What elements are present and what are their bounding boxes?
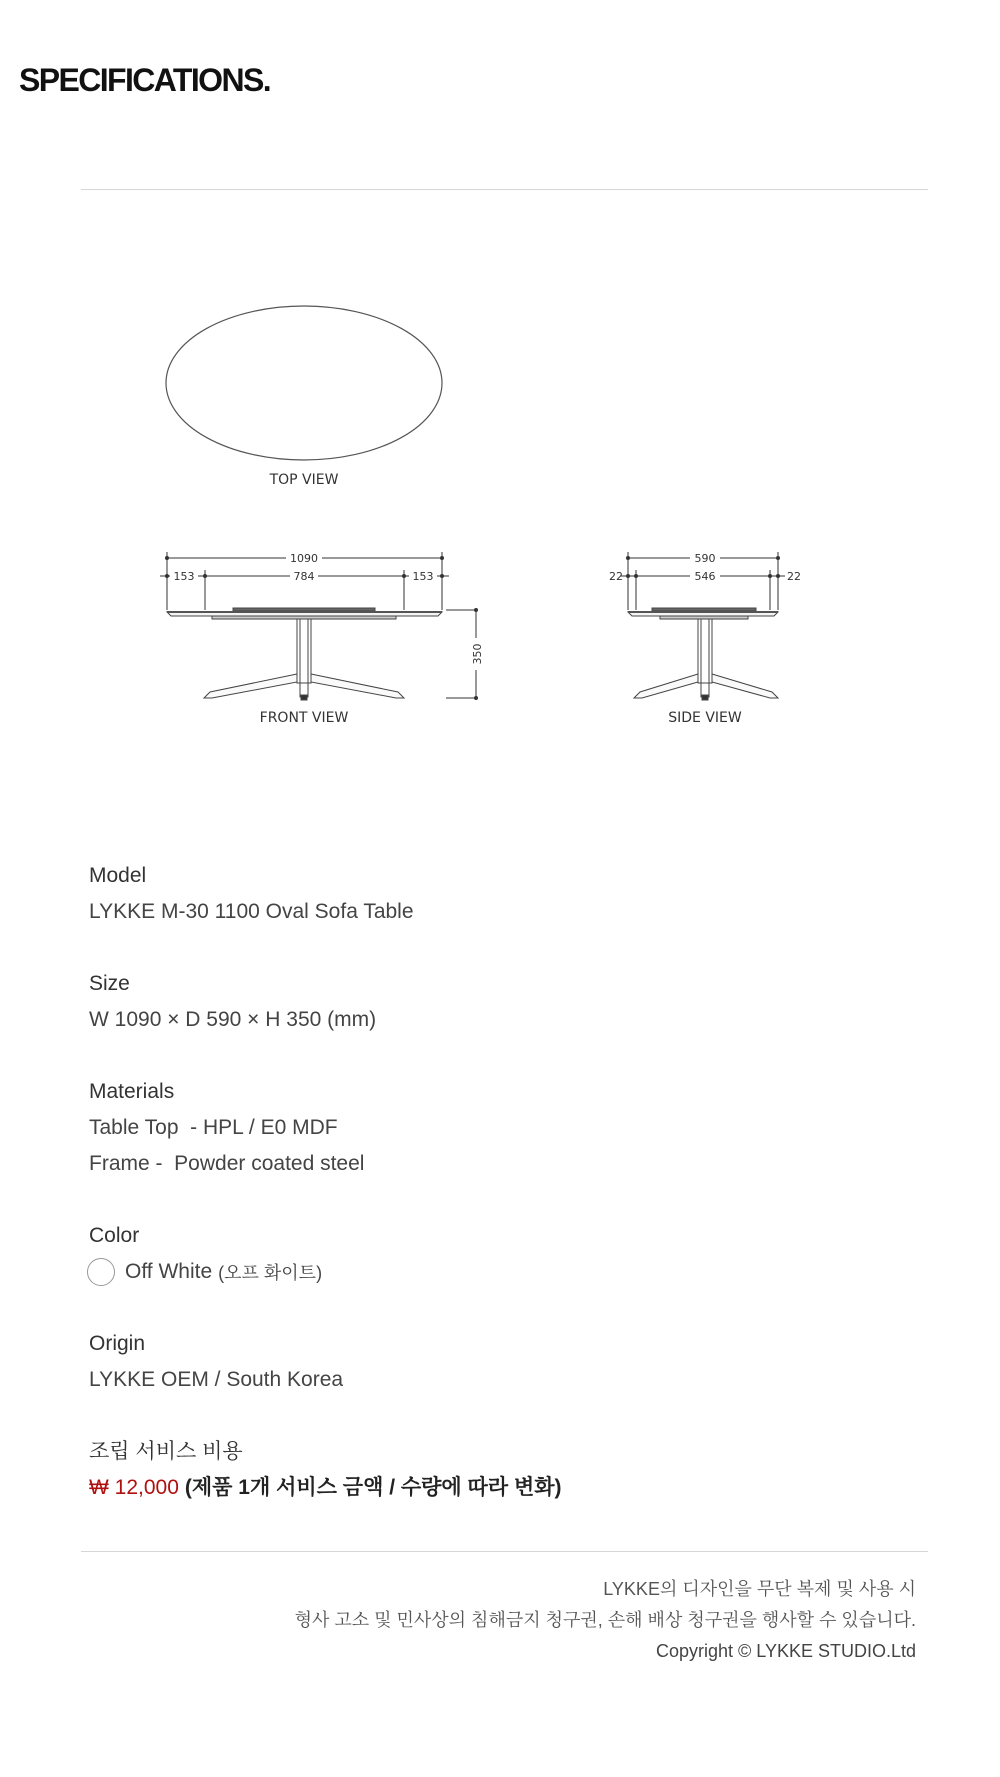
top-divider bbox=[81, 189, 928, 190]
spec-assembly-service bbox=[89, 1434, 919, 1506]
side-total-depth: 590 bbox=[694, 552, 716, 565]
copyright-notice bbox=[295, 1574, 916, 1667]
spec-value: LYKKE M-30 1100 Oval Sofa Table bbox=[89, 900, 414, 923]
bottom-divider bbox=[81, 1551, 928, 1552]
front-center-width: 784 bbox=[293, 570, 315, 583]
spec-label: Model bbox=[89, 864, 147, 887]
notice-line-2: 형사 고소 및 민사상의 침해금지 청구권, 손해 배상 청구권을 행사할 수 있습니다. bbox=[294, 1610, 916, 1630]
spec-size bbox=[89, 966, 919, 1038]
page-title: SPECIFICATIONS. bbox=[19, 62, 270, 98]
copyright-text: Copyright © LYKKE STUDIO.Ltd bbox=[655, 1641, 916, 1661]
spec-origin bbox=[89, 1326, 919, 1398]
assembly-price-note: (제품 1개 서비스 금액 / 수량에 따라 변화) bbox=[184, 1476, 562, 1499]
front-view-label: FRONT VIEW bbox=[259, 710, 349, 726]
color-name-korean: (오프 화이트) bbox=[218, 1263, 323, 1283]
side-center-depth: 546 bbox=[694, 570, 716, 583]
side-view-table bbox=[628, 608, 778, 700]
color-swatch bbox=[87, 1258, 115, 1286]
spec-value-frame: Frame - Powder coated steel bbox=[89, 1152, 365, 1175]
assembly-price: ₩ 12,000 bbox=[89, 1476, 179, 1499]
technical-drawing bbox=[0, 270, 1000, 750]
front-left-overhang: 153 bbox=[173, 570, 195, 583]
notice-line-1: LYKKE의 디자인을 무단 복제 및 사용 시 bbox=[603, 1579, 916, 1599]
spec-materials bbox=[89, 1074, 919, 1182]
top-view-outline bbox=[166, 306, 442, 460]
spec-model bbox=[89, 858, 919, 930]
color-name: Off White bbox=[125, 1260, 213, 1283]
side-view-label: SIDE VIEW bbox=[668, 710, 742, 726]
spec-label: Origin bbox=[89, 1332, 146, 1355]
spec-value-table-top: Table Top - HPL / E0 MDF bbox=[89, 1116, 338, 1139]
spec-value: W 1090 × D 590 × H 350 (mm) bbox=[89, 1008, 377, 1031]
side-left-overhang: 22 bbox=[609, 570, 623, 583]
assembly-price-row bbox=[89, 1470, 919, 1506]
color-option bbox=[89, 1254, 919, 1290]
spec-value: LYKKE OEM / South Korea bbox=[89, 1368, 344, 1391]
front-view-table bbox=[167, 608, 442, 700]
specifications-list bbox=[89, 858, 919, 1542]
drawing-svg bbox=[0, 270, 1000, 750]
side-right-overhang: 22 bbox=[787, 570, 801, 583]
front-total-width: 1090 bbox=[290, 552, 318, 565]
top-view-label: TOP VIEW bbox=[269, 472, 339, 488]
spec-label: Materials bbox=[89, 1080, 175, 1103]
spec-label: Color bbox=[89, 1224, 140, 1247]
spec-color bbox=[89, 1218, 919, 1290]
front-height: 350 bbox=[471, 643, 484, 665]
spec-label: 조립 서비스 비용 bbox=[89, 1440, 243, 1463]
spec-label: Size bbox=[89, 972, 130, 995]
front-right-overhang: 153 bbox=[412, 570, 434, 583]
